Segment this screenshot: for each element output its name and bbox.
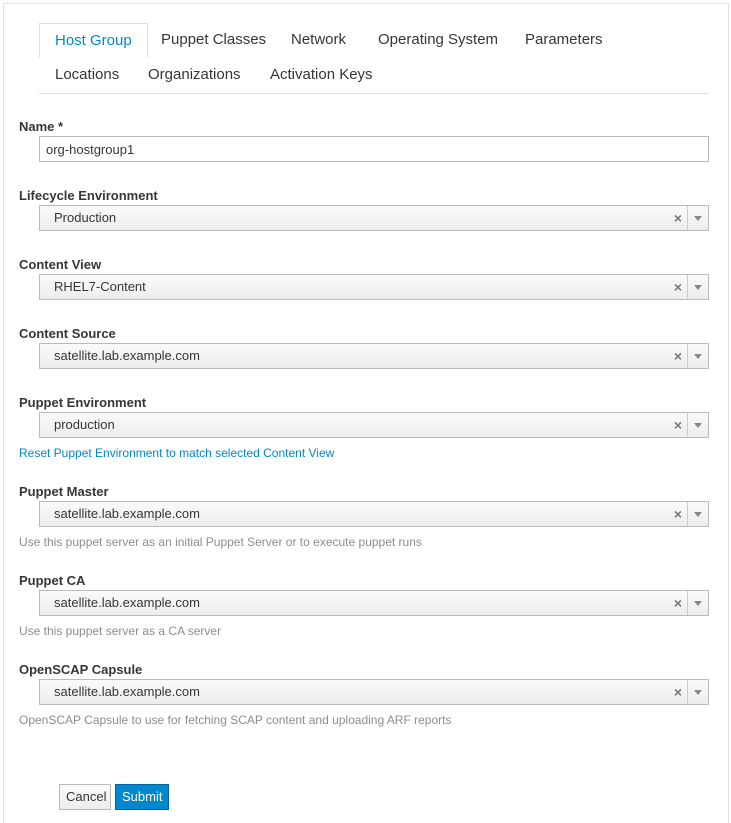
puppet-master-help: Use this puppet server as an initial Puppet Server or to execute puppet runs (19, 535, 422, 549)
content-source-value: satellite.lab.example.com (54, 348, 200, 363)
chevron-down-icon (694, 285, 702, 290)
tab-activation-keys[interactable]: Activation Keys (270, 66, 373, 83)
tab-parameters[interactable]: Parameters (525, 31, 603, 48)
openscap-capsule-value: satellite.lab.example.com (54, 684, 200, 699)
tab-operating-system[interactable]: Operating System (378, 31, 499, 48)
openscap-capsule-help: OpenSCAP Capsule to use for fetching SCAP content and uploading ARF reports (19, 713, 452, 727)
cancel-button[interactable]: Cancel (59, 784, 111, 810)
dropdown-toggle[interactable] (687, 413, 708, 437)
puppet-ca-select[interactable] (39, 590, 709, 616)
puppet-environment-label: Puppet Environment (19, 395, 147, 410)
tab-bar (39, 23, 709, 94)
dropdown-toggle[interactable] (687, 275, 708, 299)
dropdown-toggle[interactable] (687, 206, 708, 230)
clear-icon[interactable]: × (673, 348, 682, 364)
tab-network[interactable]: Network (291, 31, 347, 48)
dropdown-toggle[interactable] (687, 591, 708, 615)
puppet-environment-select[interactable] (39, 412, 709, 438)
clear-icon[interactable]: × (673, 684, 682, 700)
openscap-capsule-label: OpenSCAP Capsule (19, 662, 143, 677)
openscap-capsule-select[interactable] (39, 679, 709, 705)
content-source-select[interactable] (39, 343, 709, 369)
tab-locations[interactable]: Locations (55, 66, 120, 83)
lifecycle-environment-select[interactable] (39, 205, 709, 231)
dropdown-toggle[interactable] (687, 344, 708, 368)
name-label: Name * (19, 119, 64, 134)
clear-icon[interactable]: × (673, 506, 682, 522)
dropdown-toggle[interactable] (687, 502, 708, 526)
chevron-down-icon (694, 601, 702, 606)
clear-icon[interactable]: × (673, 210, 682, 226)
tab-organizations[interactable]: Organizations (148, 66, 241, 83)
clear-icon[interactable]: × (673, 417, 682, 433)
chevron-down-icon (694, 216, 702, 221)
lifecycle-environment-label: Lifecycle Environment (19, 188, 158, 203)
chevron-down-icon (694, 423, 702, 428)
lifecycle-environment-value: Production (54, 210, 117, 225)
content-view-value: RHEL7-Content (54, 279, 146, 294)
puppet-ca-label: Puppet CA (19, 573, 86, 588)
content-view-label: Content View (19, 257, 102, 272)
dropdown-toggle[interactable] (687, 680, 708, 704)
puppet-master-value: satellite.lab.example.com (54, 506, 200, 521)
content-view-select[interactable] (39, 274, 709, 300)
reset-puppet-environment-link[interactable]: Reset Puppet Environment to match selected Content View (19, 446, 335, 460)
puppet-master-label: Puppet Master (19, 484, 109, 499)
submit-button[interactable]: Submit (115, 784, 169, 810)
puppet-master-select[interactable] (39, 501, 709, 527)
clear-icon[interactable]: × (673, 279, 682, 295)
chevron-down-icon (694, 690, 702, 695)
name-input[interactable] (39, 136, 709, 162)
puppet-ca-value: satellite.lab.example.com (54, 595, 200, 610)
puppet-environment-value: production (54, 417, 115, 432)
chevron-down-icon (694, 512, 702, 517)
clear-icon[interactable]: × (673, 595, 682, 611)
puppet-ca-help: Use this puppet server as a CA server (19, 624, 222, 638)
chevron-down-icon (694, 354, 702, 359)
tab-puppet-classes[interactable]: Puppet Classes (161, 31, 267, 48)
tab-host-group[interactable]: Host Group (39, 23, 148, 58)
content-source-label: Content Source (19, 326, 116, 341)
